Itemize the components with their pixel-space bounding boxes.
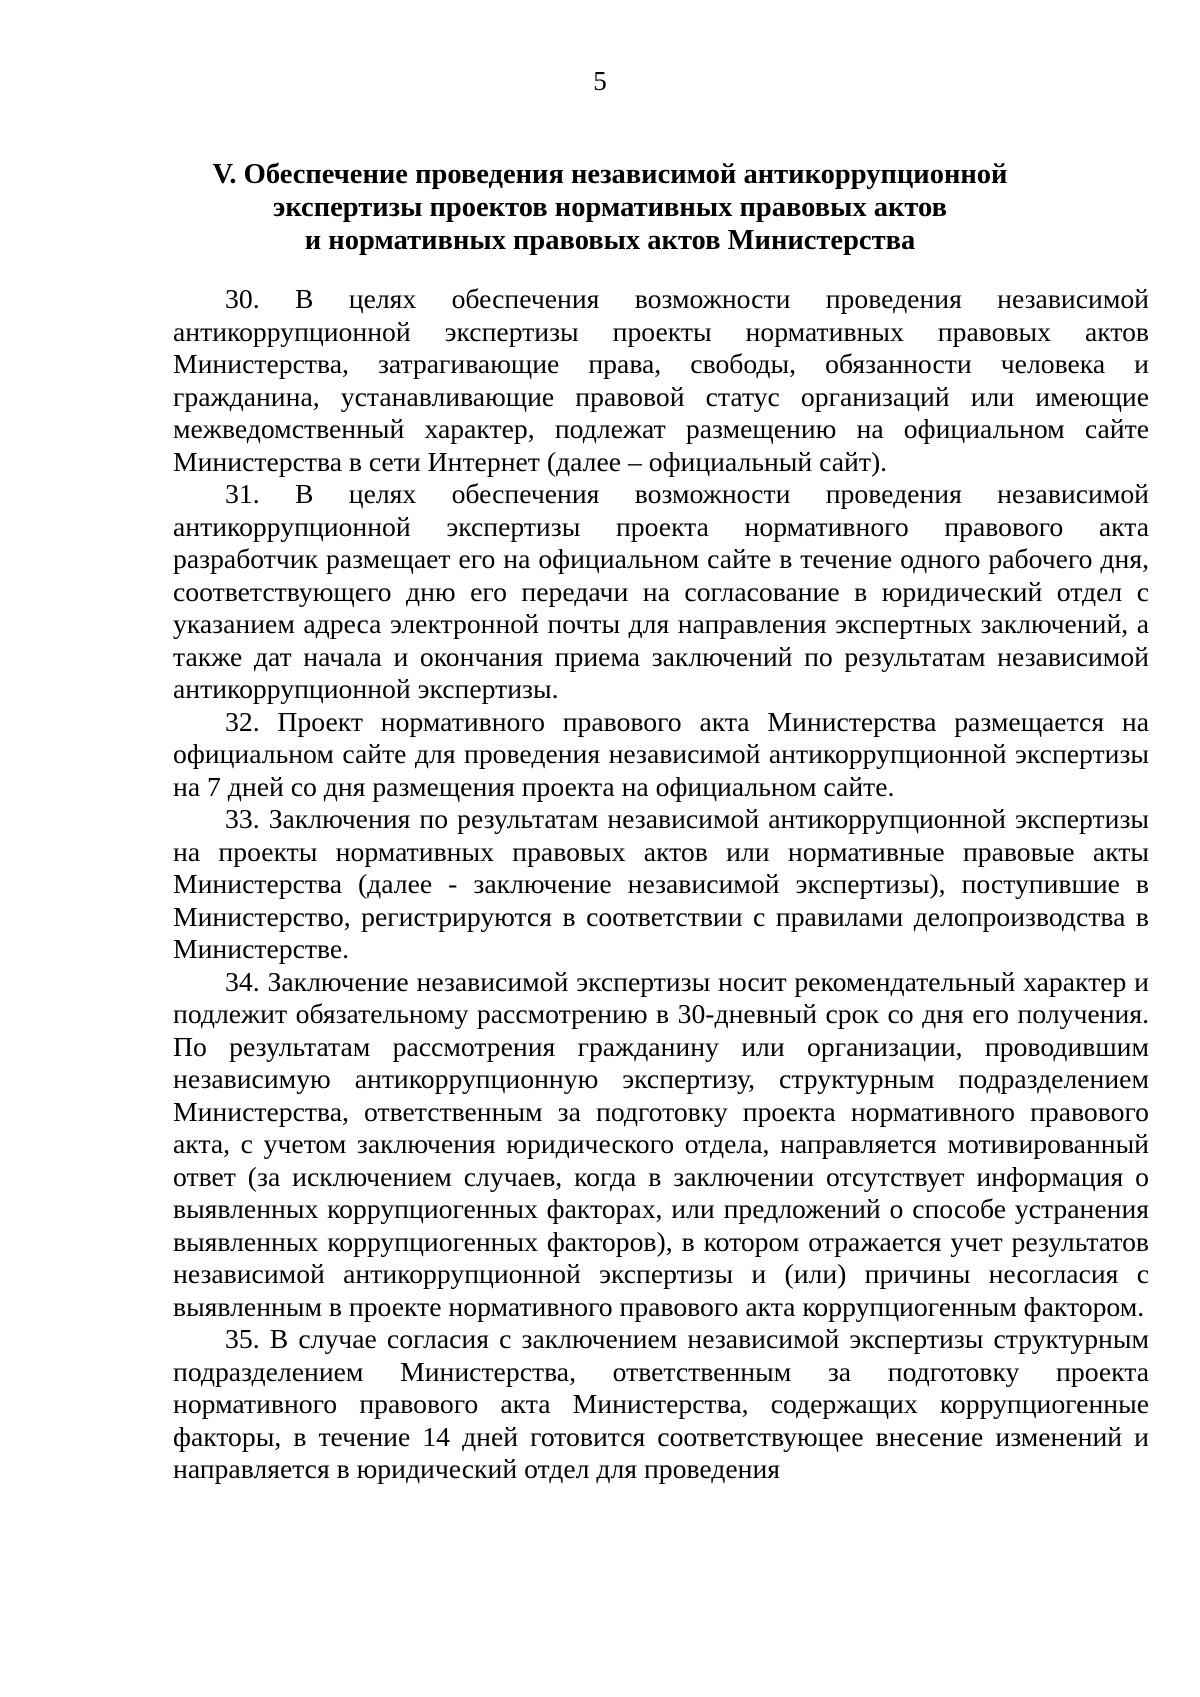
page-number: 5 xyxy=(593,66,607,96)
section-body xyxy=(173,283,1149,1486)
paragraph-32: 32. Проект нормативного правового акта Министерства размещается на официальном сайте для проведения независимой антикоррупционной экспертизы на 7 дней со дня размещения проекта на официальном сайте. xyxy=(173,705,1149,802)
paragraph-30: 30. В целях обеспечения возможности проведения независимой антикоррупционной экспертизы проекты нормативных правовых актов Министерства, затрагивающие права, свободы, обязанности человека и гражданина, устанавливающие правовой статус организаций или имеющие межведомственный характер, подлежат размещению на официальном сайте Министерства в сети Интернет (далее – официальный сайт). xyxy=(173,283,1149,477)
section-heading-line: и нормативных правовых актов Министерства xyxy=(304,225,916,256)
section-heading xyxy=(160,158,1060,257)
paragraph-35: 35. В случае согласия с заключением независимой экспертизы структурным подразделением Министерства, ответственным за подготовку проекта нормативного правового акта Министерства, содержащих коррупциогенные факторы, в течение 14 дней готовится соответствующее внесение изменений и направляется в юридический отдел для проведения xyxy=(173,1323,1149,1484)
section-heading-line: экспертизы проектов нормативных правовых актов xyxy=(273,192,947,223)
paragraph-34: 34. Заключение независимой экспертизы носит рекомендательный характер и подлежит обязательному рассмотрению в 30-дневный срок со дня его получения. По результатам рассмотрения гражданину или организации, проводившим независимую антикоррупционную экспертизу, структурным подразделением Министерства, ответственным за подготовку проекта нормативного правового акта, с учетом заключения юридического отдела, направляется мотивированный ответ (за исключением случаев, когда в заключении отсутствует информация о выявленных коррупциогенных факторах, или предложений о способе устранения выявленных коррупциогенных факторов), в котором отражается учет результатов независимой антикоррупционной экспертизы и (или) причины несогласия с выявленным в проекте нормативного правового акта коррупциогенным фактором. xyxy=(173,965,1149,1322)
paragraph-33: 33. Заключения по результатам независимой антикоррупционной экспертизы на проекты нормативных правовых актов или нормативные правовые акты Министерства (далее - заключение независимой экспертизы), поступившие в Министерство, регистрируются в соответствии с правилами делопроизводства в Министерстве. xyxy=(173,803,1149,964)
section-heading-line: V. Обеспечение проведения независимой антикоррупционной xyxy=(212,159,1008,190)
paragraph-31: 31. В целях обеспечения возможности проведения независимой антикоррупционной экспертизы проекта нормативного правового акта разработчик размещает его на официальном сайте в течение одного рабочего дня, соответствующего дню его передачи на согласование в юридический отдел с указанием адреса электронной почты для направления экспертных заключений, а также дат начала и окончания приема заключений по результатам независимой антикоррупционной экспертизы. xyxy=(173,478,1149,704)
